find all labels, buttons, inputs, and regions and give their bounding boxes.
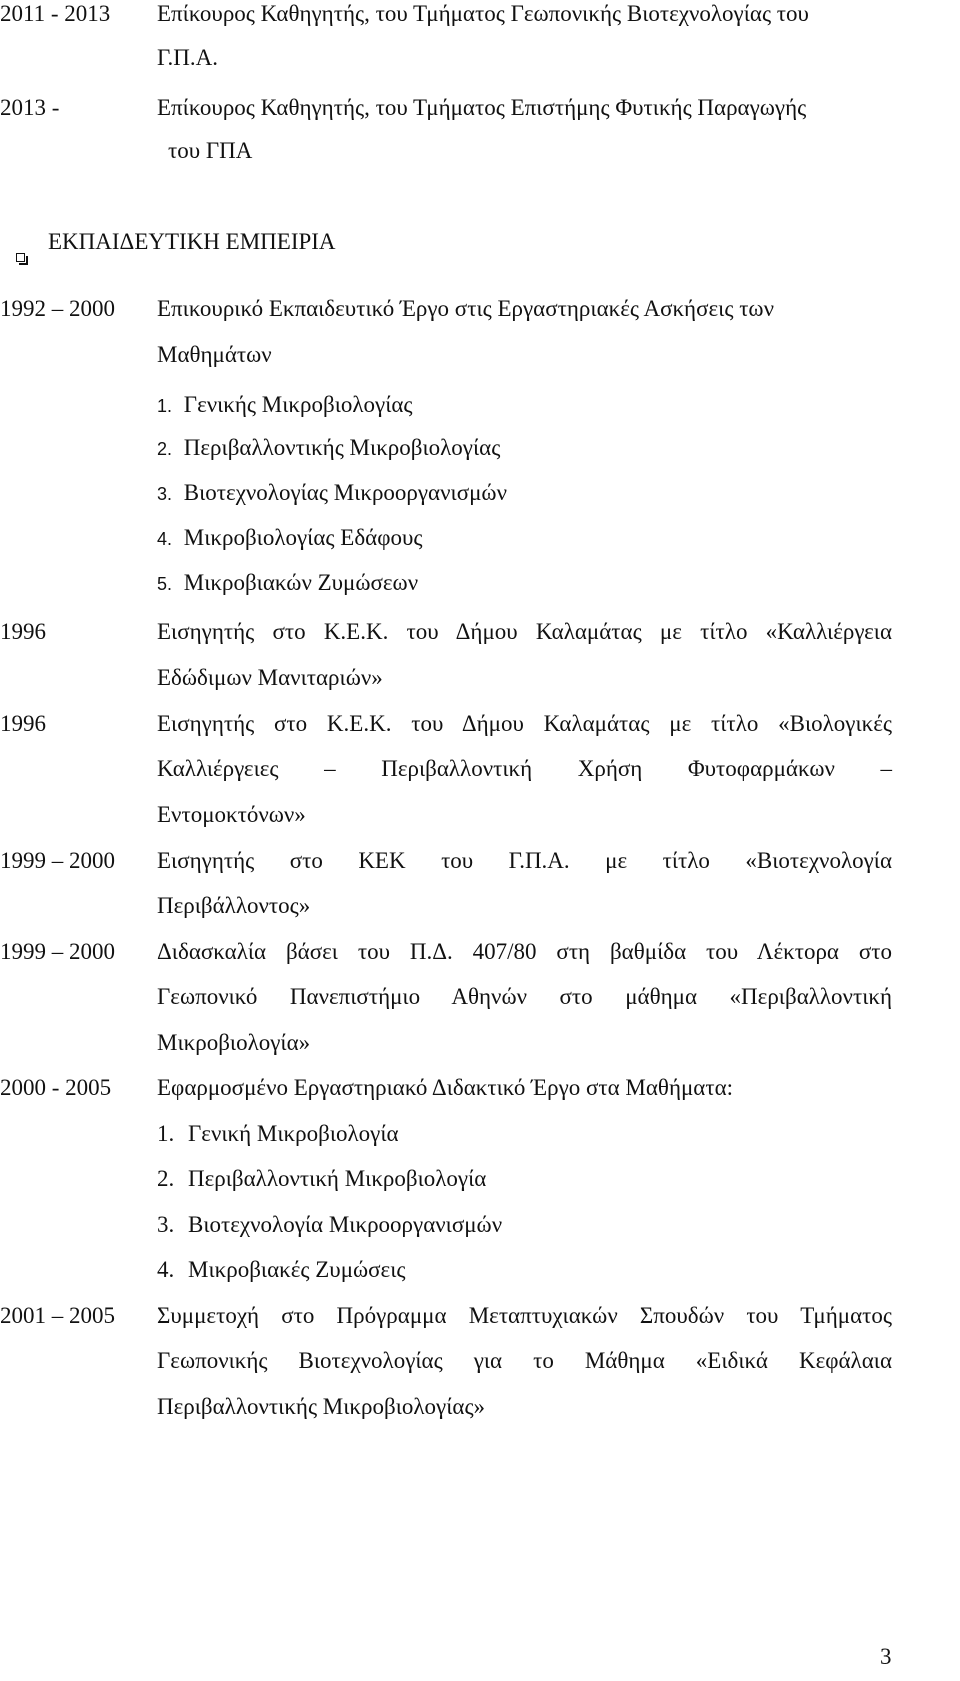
list-number: 1. [157,1121,175,1146]
entry-text: Περιβαλλοντικής Μικροβιολογίας» [157,1394,486,1419]
list-item [157,1258,406,1281]
list-text: Γενικής Μικροβιολογίας [183,392,413,417]
entry-text: Επίκουρος Καθηγητής, του Τμήματος Επιστήμης Φυτικής Παραγωγής [157,95,807,120]
list-number: 4. [157,1257,175,1282]
entry-text: Γ.Π.Α. [157,45,219,70]
list-item [157,436,500,459]
entry-text: Εισηγητής στο ΚΕΚ του Γ.Π.Α. με τίτλο «Βιοτεχνολογία [157,848,892,873]
entry-text: Γεωπονικό Πανεπιστήμιο Αθηνών στο μάθημα «Περιβαλλοντική [157,984,892,1009]
list-number: 2. [157,439,173,459]
list-item [157,1167,486,1190]
entry-date: 1992 – 2000 [0,296,115,321]
entry-text: Εδώδιμων Μανιταριών» [157,665,383,690]
entry-text: Μικροβιολογία» [157,1030,311,1055]
entry-date: 2011 - 2013 [0,1,111,26]
checkbox-bullet-icon [16,253,25,262]
entry-text: Εισηγητής στο Κ.Ε.Κ. του Δήμου Καλαμάτας με τίτλο «Καλλιέργεια [157,619,892,644]
list-item [157,1213,502,1236]
list-text: Μικροβιακές Ζυμώσεις [188,1257,406,1282]
list-text: Γενική Μικροβιολογία [188,1121,399,1146]
entry-text: Εντομοκτόνων» [157,802,306,827]
list-item [157,1122,399,1145]
list-item [157,571,418,594]
list-text: Βιοτεχνολογίας Μικροοργανισμών [183,480,507,505]
list-number: 3. [157,484,173,504]
list-number: 5. [157,574,173,594]
entry-date: 2000 - 2005 [0,1075,112,1100]
entry-text: Εφαρμοσμένο Εργαστηριακό Διδακτικό Έργο στα Μαθήματα: [157,1075,734,1100]
entry-date: 1999 – 2000 [0,939,115,964]
entry-text: Επικουρικό Εκπαιδευτικό Έργο στις Εργαστηριακές Ασκήσεις των [157,296,774,321]
entry-text: Μαθημάτων [157,342,272,367]
list-number: 3. [157,1212,175,1237]
list-item [157,526,422,549]
list-number: 4. [157,529,173,549]
entry-date: 2013 - [0,95,60,120]
entry-text: Περιβάλλοντος» [157,893,311,918]
entry-text: Συμμετοχή στο Πρόγραμμα Μεταπτυχιακών Σπουδών του Τμήματος [157,1303,892,1328]
list-text: Περιβαλλοντικής Μικροβιολογίας [183,435,501,460]
entry-date: 1996 [0,711,46,736]
entry-text: Επίκουρος Καθηγητής, του Τμήματος Γεωπονικής Βιοτεχνολογίας του [157,1,809,26]
list-item [157,481,507,504]
entry-date: 1996 [0,619,46,644]
list-text: Βιοτεχνολογία Μικροοργανισμών [188,1212,503,1237]
entry-text: Γεωπονικής Βιοτεχνολογίας για το Μάθημα «Ειδικά Κεφάλαια [157,1348,892,1373]
list-text: Μικροβιολογίας Εδάφους [183,525,423,550]
list-number: 2. [157,1166,175,1191]
entry-text: Εισηγητής στο Κ.Ε.Κ. του Δήμου Καλαμάτας με τίτλο «Βιολογικές [157,711,892,736]
entry-text: Διδασκαλία βάσει του Π.Δ. 407/80 στη βαθμίδα του Λέκτορα στο [157,939,892,964]
entry-text: του ΓΠΑ [168,138,253,163]
list-item [157,393,413,416]
entry-date: 2001 – 2005 [0,1303,115,1328]
page-number: 3 [880,1644,892,1669]
list-text: Μικροβιακών Ζυμώσεων [183,570,419,595]
section-heading: ΕΚΠΑΙΔΕΥΤΙΚΗ ΕΜΠΕΙΡΙΑ [48,229,336,254]
list-number: 1. [157,396,173,416]
entry-text: Καλλιέργειες – Περιβαλλοντική Χρήση Φυτοφαρμάκων – [157,756,892,781]
list-text: Περιβαλλοντική Μικροβιολογία [188,1166,487,1191]
entry-date: 1999 – 2000 [0,848,115,873]
